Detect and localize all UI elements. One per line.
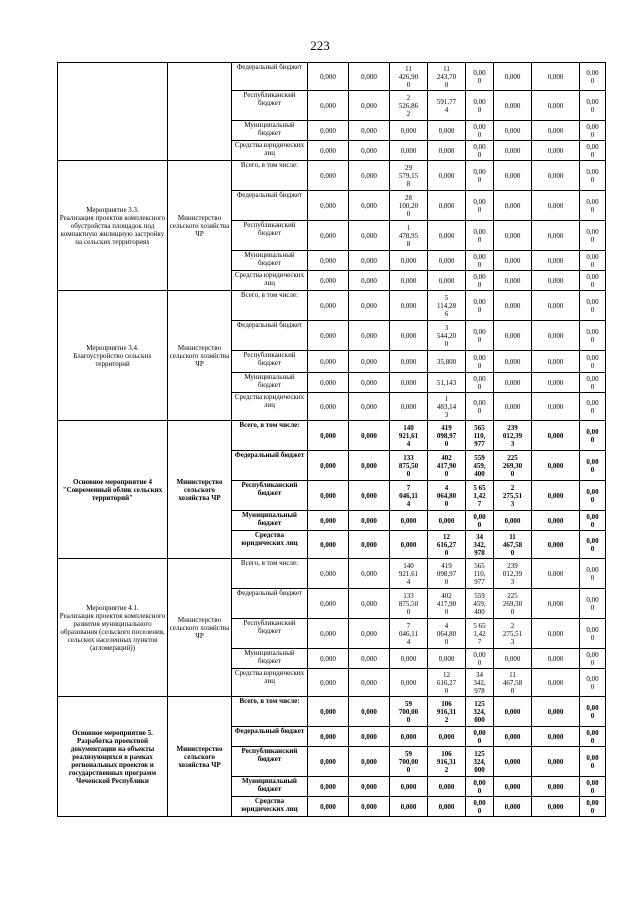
value-cell: 0,00 0: [580, 531, 606, 559]
value-cell: 0,00 0: [580, 91, 606, 121]
budget-table: [57, 62, 606, 817]
value-cell: 0,000: [390, 393, 428, 421]
value-cell: 565 110, 977: [466, 421, 494, 451]
value-cell: 0,000: [349, 373, 390, 393]
value-cell: 0,00 0: [580, 451, 606, 481]
value-cell: 35,800: [428, 351, 466, 373]
value-cell: 28 100,20 0: [390, 191, 428, 221]
value-cell: 0,000: [494, 271, 532, 291]
value-cell: 0,000: [349, 251, 390, 271]
value-cell: 1 478,95 8: [390, 221, 428, 251]
value-cell: 0,000: [532, 271, 580, 291]
value-cell: 0,000: [308, 291, 349, 321]
value-cell: 0,000: [532, 747, 580, 777]
value-cell: 0,000: [308, 727, 349, 747]
value-cell: 0,00 0: [466, 511, 494, 531]
funding-source-cell: Всего, в том числе:: [232, 421, 308, 451]
value-cell: 0,000: [494, 321, 532, 351]
value-cell: 0,00 0: [580, 251, 606, 271]
value-cell: 0,000: [532, 481, 580, 511]
table-row: [58, 291, 606, 321]
value-cell: 0,000: [494, 797, 532, 817]
value-cell: 125 324, 000: [466, 697, 494, 727]
measure-name-cell: [58, 63, 168, 161]
value-cell: 0,000: [494, 191, 532, 221]
value-cell: 0,000: [390, 351, 428, 373]
value-cell: 0,000: [349, 511, 390, 531]
value-cell: 0,00 0: [580, 393, 606, 421]
value-cell: 225 269,30 0: [494, 589, 532, 619]
funding-source-cell: Муниципальный бюджет: [232, 251, 308, 271]
value-cell: 0,000: [308, 421, 349, 451]
funding-source-cell: Федеральный бюджет: [232, 63, 308, 91]
value-cell: 0,000: [494, 747, 532, 777]
value-cell: 0,000: [308, 531, 349, 559]
value-cell: 0,00 0: [580, 121, 606, 141]
value-cell: 0,00 0: [466, 121, 494, 141]
value-cell: 0,00 0: [580, 481, 606, 511]
value-cell: 0,000: [349, 141, 390, 161]
value-cell: 0,000: [428, 797, 466, 817]
value-cell: 402 417,90 0: [428, 589, 466, 619]
executor-cell: Министерство сельского хозяйства ЧР: [168, 161, 232, 291]
value-cell: 0,000: [349, 697, 390, 727]
value-cell: 0,00 0: [580, 619, 606, 649]
value-cell: 0,000: [532, 351, 580, 373]
value-cell: 0,000: [308, 511, 349, 531]
value-cell: 0,000: [494, 727, 532, 747]
value-cell: 0,00 0: [580, 141, 606, 161]
funding-source-cell: Всего, в том числе:: [232, 697, 308, 727]
value-cell: 0,000: [390, 373, 428, 393]
value-cell: 0,00 0: [466, 271, 494, 291]
value-cell: 0,00 0: [466, 797, 494, 817]
measure-name-cell: Мероприятие 3.3. Реализация проектов комплексного обустройства площадок под компактную жилищную застройку на сельских территориях: [58, 161, 168, 291]
value-cell: 1 483,14 3: [428, 393, 466, 421]
funding-source-cell: Средства юридических лиц: [232, 797, 308, 817]
value-cell: 0,00 0: [466, 63, 494, 91]
value-cell: 0,000: [494, 141, 532, 161]
value-cell: 106 916,31 2: [428, 697, 466, 727]
value-cell: 0,000: [494, 291, 532, 321]
value-cell: 239 012,39 3: [494, 559, 532, 589]
value-cell: 0,000: [532, 531, 580, 559]
table-row: [58, 63, 606, 91]
value-cell: 0,000: [308, 619, 349, 649]
funding-source-cell: Федеральный бюджет: [232, 589, 308, 619]
funding-source-cell: Всего, в том числе:: [232, 161, 308, 191]
value-cell: 0,00 0: [466, 351, 494, 373]
value-cell: 0,00 0: [580, 221, 606, 251]
value-cell: 0,000: [428, 221, 466, 251]
value-cell: 0,00 0: [580, 191, 606, 221]
value-cell: 0,000: [532, 619, 580, 649]
value-cell: 0,000: [308, 141, 349, 161]
value-cell: 0,000: [308, 481, 349, 511]
value-cell: 0,00 0: [466, 141, 494, 161]
value-cell: 0,00 0: [580, 421, 606, 451]
funding-source-cell: Средства юридических лиц: [232, 393, 308, 421]
value-cell: 0,000: [532, 451, 580, 481]
value-cell: 0,000: [494, 777, 532, 797]
value-cell: 0,000: [532, 511, 580, 531]
funding-source-cell: Федеральный бюджет: [232, 191, 308, 221]
value-cell: 591,77 4: [428, 91, 466, 121]
value-cell: 0,00 0: [466, 91, 494, 121]
value-cell: 106 916,31 2: [428, 747, 466, 777]
value-cell: 0,000: [494, 511, 532, 531]
value-cell: 11 426,90 0: [390, 63, 428, 91]
value-cell: 0,000: [390, 251, 428, 271]
value-cell: 0,000: [390, 669, 428, 697]
funding-source-cell: Муниципальный бюджет: [232, 373, 308, 393]
value-cell: 0,00 0: [580, 291, 606, 321]
value-cell: 0,00 0: [466, 649, 494, 669]
value-cell: 0,000: [532, 221, 580, 251]
value-cell: 0,000: [349, 559, 390, 589]
value-cell: 3 544,20 0: [428, 321, 466, 351]
value-cell: 0,000: [308, 649, 349, 669]
value-cell: 0,000: [349, 63, 390, 91]
value-cell: 0,000: [494, 351, 532, 373]
value-cell: 419 098,97 0: [428, 559, 466, 589]
value-cell: 0,000: [308, 121, 349, 141]
value-cell: 0,000: [308, 91, 349, 121]
value-cell: 0,000: [308, 191, 349, 221]
value-cell: 225 269,30 0: [494, 451, 532, 481]
value-cell: 402 417,90 0: [428, 451, 466, 481]
value-cell: 0,000: [349, 777, 390, 797]
value-cell: 0,000: [532, 727, 580, 747]
value-cell: 0,000: [308, 777, 349, 797]
value-cell: 0,000: [349, 649, 390, 669]
executor-cell: Министерство сельского хозяйства ЧР: [168, 697, 232, 817]
value-cell: 0,000: [390, 321, 428, 351]
value-cell: 0,000: [532, 251, 580, 271]
value-cell: 0,000: [349, 727, 390, 747]
value-cell: 0,000: [532, 63, 580, 91]
funding-source-cell: Республиканский бюджет: [232, 91, 308, 121]
value-cell: 0,00 0: [466, 161, 494, 191]
page-number: 223: [310, 38, 330, 53]
value-cell: 0,000: [349, 481, 390, 511]
value-cell: 0,000: [308, 161, 349, 191]
value-cell: 0,000: [428, 271, 466, 291]
funding-source-cell: Федеральный бюджет: [232, 321, 308, 351]
value-cell: 0,000: [349, 747, 390, 777]
value-cell: 51,143: [428, 373, 466, 393]
value-cell: 5 65 1,42 7: [466, 481, 494, 511]
value-cell: 0,000: [428, 251, 466, 271]
executor-cell: Министерство сельского хозяйства ЧР: [168, 291, 232, 421]
value-cell: 0,000: [532, 559, 580, 589]
value-cell: 0,00 0: [466, 393, 494, 421]
value-cell: 0,00 0: [466, 777, 494, 797]
value-cell: 0,00 0: [580, 511, 606, 531]
value-cell: 0,000: [494, 221, 532, 251]
value-cell: 7 046,11 4: [390, 619, 428, 649]
value-cell: 0,000: [532, 649, 580, 669]
funding-source-cell: Республиканский бюджет: [232, 747, 308, 777]
value-cell: 140 921,61 4: [390, 421, 428, 451]
value-cell: 11 467,58 0: [494, 669, 532, 697]
value-cell: 0,000: [494, 373, 532, 393]
value-cell: 0,000: [349, 669, 390, 697]
value-cell: 0,000: [308, 373, 349, 393]
measure-name-cell: Основное мероприятие 4 "Современный облик сельских территорий": [58, 421, 168, 559]
value-cell: 0,000: [532, 141, 580, 161]
value-cell: 0,000: [428, 161, 466, 191]
table-row: [58, 421, 606, 451]
value-cell: 2 526,86 2: [390, 91, 428, 121]
value-cell: 0,000: [349, 619, 390, 649]
funding-source-cell: Муниципальный бюджет: [232, 649, 308, 669]
value-cell: 0,000: [494, 393, 532, 421]
value-cell: 0,000: [349, 451, 390, 481]
value-cell: 5 65 1,42 7: [466, 619, 494, 649]
value-cell: 0,000: [532, 777, 580, 797]
value-cell: 0,000: [390, 511, 428, 531]
value-cell: 0,000: [349, 393, 390, 421]
value-cell: 0,000: [349, 91, 390, 121]
measure-name-cell: Основное мероприятие 5. Разработка проектной документации на объекты реализующихся в рамках региональных проектов и государственных программ Чеченской Республики: [58, 697, 168, 817]
value-cell: 0,000: [428, 121, 466, 141]
value-cell: 0,000: [308, 271, 349, 291]
value-cell: 0,00 0: [580, 589, 606, 619]
funding-source-cell: Муниципальный бюджет: [232, 511, 308, 531]
value-cell: 12 616,27 0: [428, 531, 466, 559]
value-cell: 0,000: [494, 161, 532, 191]
measure-name-cell: Мероприятие 4.1. Реализация проектов комплексного развития муниципального образования (сельского поселения, сельских населенных пунктов (агломераций)): [58, 559, 168, 697]
value-cell: 2 275,51 3: [494, 481, 532, 511]
value-cell: 0,000: [308, 351, 349, 373]
value-cell: 0,000: [308, 797, 349, 817]
value-cell: 0,000: [532, 373, 580, 393]
value-cell: 0,000: [390, 727, 428, 747]
value-cell: 0,00 0: [466, 321, 494, 351]
value-cell: 0,000: [349, 351, 390, 373]
executor-cell: [168, 63, 232, 161]
value-cell: 59 700,00 0: [390, 697, 428, 727]
value-cell: 0,00 0: [580, 727, 606, 747]
value-cell: 4 064,80 0: [428, 619, 466, 649]
value-cell: 0,00 0: [580, 747, 606, 777]
value-cell: 125 324, 000: [466, 747, 494, 777]
executor-cell: Министерство сельского хозяйства ЧР: [168, 559, 232, 697]
value-cell: 0,000: [428, 141, 466, 161]
value-cell: 0,000: [308, 451, 349, 481]
value-cell: 0,000: [532, 321, 580, 351]
value-cell: 0,000: [349, 121, 390, 141]
value-cell: 34 342, 978: [466, 669, 494, 697]
value-cell: 0,00 0: [580, 777, 606, 797]
value-cell: 0,000: [494, 697, 532, 727]
funding-source-cell: Средства юридических лиц: [232, 531, 308, 559]
funding-source-cell: Всего, в том числе:: [232, 559, 308, 589]
funding-source-cell: Федеральный бюджет: [232, 727, 308, 747]
funding-source-cell: Республиканский бюджет: [232, 221, 308, 251]
table-row: [58, 559, 606, 589]
value-cell: 0,000: [308, 393, 349, 421]
value-cell: 12 616,27 0: [428, 669, 466, 697]
funding-source-cell: Муниципальный бюджет: [232, 121, 308, 141]
executor-cell: Министерство сельского хозяйства ЧР: [168, 421, 232, 559]
value-cell: 0,000: [494, 91, 532, 121]
value-cell: 0,000: [494, 63, 532, 91]
funding-source-cell: Муниципальный бюджет: [232, 777, 308, 797]
funding-source-cell: Средства юридических лиц: [232, 271, 308, 291]
value-cell: 0,000: [532, 697, 580, 727]
funding-source-cell: Всего, в том числе:: [232, 291, 308, 321]
value-cell: 0,000: [532, 121, 580, 141]
value-cell: 0,000: [308, 221, 349, 251]
funding-source-cell: Средства юридических лиц: [232, 141, 308, 161]
value-cell: 0,000: [494, 251, 532, 271]
value-cell: 0,00 0: [580, 63, 606, 91]
value-cell: 565 110, 977: [466, 559, 494, 589]
value-cell: 4 064,80 0: [428, 481, 466, 511]
value-cell: 0,00 0: [466, 251, 494, 271]
value-cell: 0,000: [532, 91, 580, 121]
value-cell: 0,000: [308, 251, 349, 271]
value-cell: 0,000: [532, 669, 580, 697]
value-cell: 0,000: [349, 191, 390, 221]
value-cell: 0,000: [390, 141, 428, 161]
value-cell: 0,000: [428, 777, 466, 797]
value-cell: 7 046,11 4: [390, 481, 428, 511]
value-cell: 0,000: [532, 161, 580, 191]
funding-source-cell: Средства юридических лиц: [232, 669, 308, 697]
value-cell: 0,000: [494, 121, 532, 141]
value-cell: 29 579,15 8: [390, 161, 428, 191]
value-cell: 0,000: [532, 421, 580, 451]
value-cell: 0,000: [428, 191, 466, 221]
value-cell: 0,000: [390, 649, 428, 669]
value-cell: 0,00 0: [580, 373, 606, 393]
value-cell: 0,00 0: [580, 351, 606, 373]
funding-source-cell: Республиканский бюджет: [232, 619, 308, 649]
value-cell: 140 921,61 4: [390, 559, 428, 589]
value-cell: 0,000: [390, 531, 428, 559]
value-cell: 59 700,00 0: [390, 747, 428, 777]
funding-source-cell: Федеральный бюджет: [232, 451, 308, 481]
value-cell: 0,000: [308, 589, 349, 619]
value-cell: 0,000: [532, 797, 580, 817]
value-cell: 0,000: [532, 393, 580, 421]
value-cell: 0,00 0: [580, 797, 606, 817]
value-cell: 0,000: [308, 321, 349, 351]
value-cell: 0,000: [532, 589, 580, 619]
funding-source-cell: Республиканский бюджет: [232, 351, 308, 373]
value-cell: 0,000: [308, 747, 349, 777]
table-row: [58, 697, 606, 727]
value-cell: 0,000: [308, 669, 349, 697]
measure-name-cell: Мероприятие 3.4. Благоустройство сельских территорий: [58, 291, 168, 421]
value-cell: 0,000: [390, 121, 428, 141]
value-cell: 0,000: [349, 797, 390, 817]
value-cell: 0,000: [308, 63, 349, 91]
value-cell: 0,000: [349, 589, 390, 619]
value-cell: 0,000: [349, 321, 390, 351]
value-cell: 0,000: [349, 531, 390, 559]
value-cell: 0,00 0: [580, 161, 606, 191]
value-cell: 0,000: [390, 291, 428, 321]
value-cell: 0,000: [308, 697, 349, 727]
value-cell: 559 459, 400: [466, 451, 494, 481]
value-cell: 133 875,50 0: [390, 451, 428, 481]
value-cell: 0,000: [494, 649, 532, 669]
value-cell: 0,00 0: [466, 191, 494, 221]
value-cell: 239 012,39 3: [494, 421, 532, 451]
value-cell: 11 467,58 0: [494, 531, 532, 559]
value-cell: 34 342, 978: [466, 531, 494, 559]
value-cell: 0,00 0: [580, 321, 606, 351]
value-cell: 0,00 0: [580, 559, 606, 589]
funding-source-cell: Республиканский бюджет: [232, 481, 308, 511]
value-cell: 0,000: [349, 161, 390, 191]
value-cell: 0,000: [428, 511, 466, 531]
value-cell: 559 459, 400: [466, 589, 494, 619]
value-cell: 0,000: [390, 797, 428, 817]
table-row: [58, 161, 606, 191]
value-cell: 11 243,70 0: [428, 63, 466, 91]
value-cell: 2 275,51 3: [494, 619, 532, 649]
value-cell: 0,000: [532, 191, 580, 221]
value-cell: 0,00 0: [580, 669, 606, 697]
value-cell: 0,000: [308, 559, 349, 589]
value-cell: 0,000: [349, 421, 390, 451]
value-cell: 5 114,28 6: [428, 291, 466, 321]
value-cell: 0,000: [390, 271, 428, 291]
value-cell: 0,000: [428, 649, 466, 669]
value-cell: 0,00 0: [580, 649, 606, 669]
value-cell: 419 098,97 0: [428, 421, 466, 451]
value-cell: 133 875,50 0: [390, 589, 428, 619]
value-cell: 0,00 0: [466, 727, 494, 747]
value-cell: 0,000: [390, 777, 428, 797]
value-cell: 0,000: [349, 221, 390, 251]
value-cell: 0,00 0: [580, 271, 606, 291]
value-cell: 0,00 0: [466, 221, 494, 251]
value-cell: 0,000: [349, 271, 390, 291]
value-cell: 0,000: [349, 291, 390, 321]
value-cell: 0,00 0: [466, 291, 494, 321]
value-cell: 0,000: [532, 291, 580, 321]
value-cell: 0,00 0: [466, 373, 494, 393]
value-cell: 0,000: [428, 727, 466, 747]
value-cell: 0,00 0: [580, 697, 606, 727]
